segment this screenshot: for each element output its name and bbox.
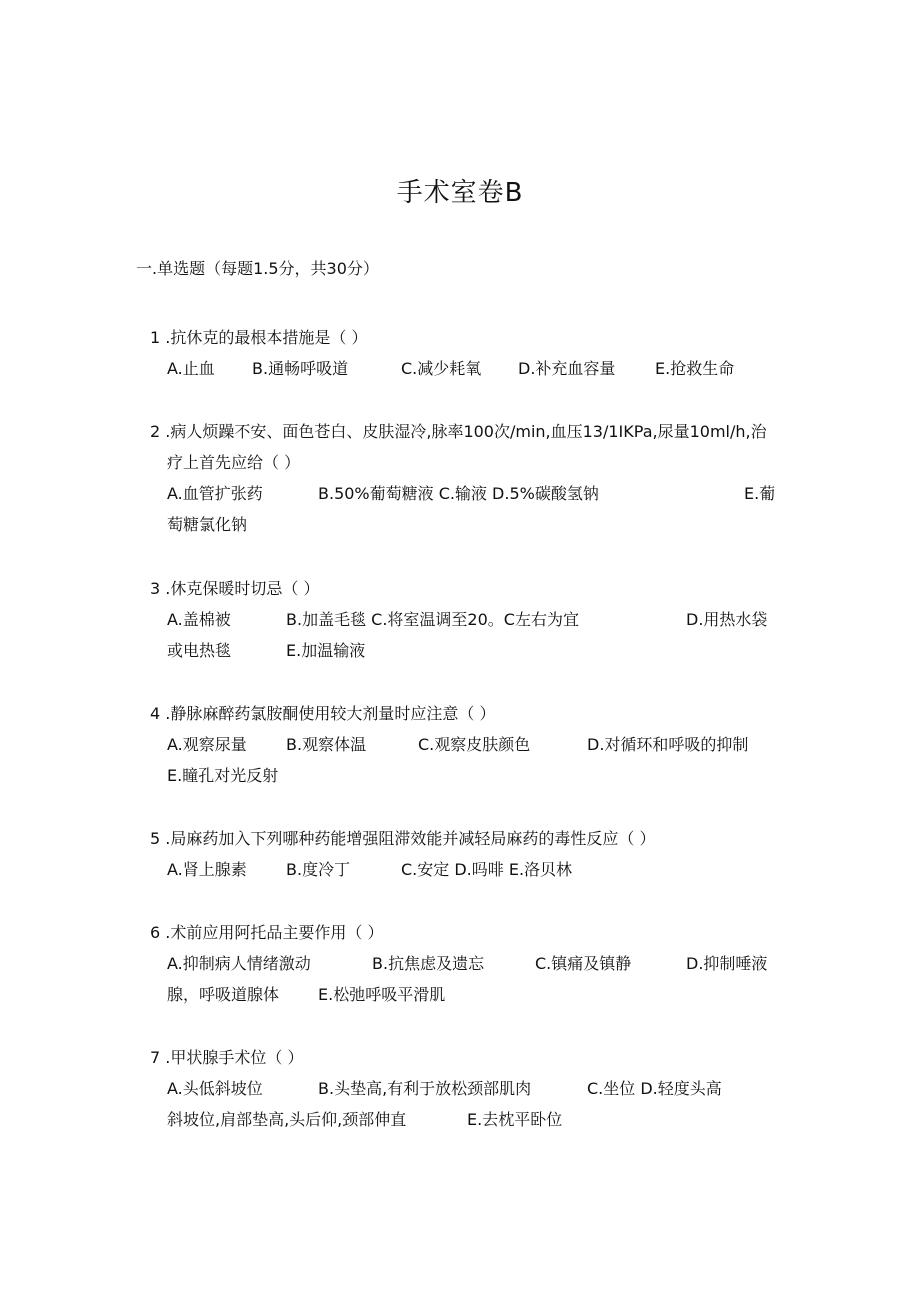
question-stem: 6 .术前应用阿托品主要作用（ ） <box>150 923 384 942</box>
options-line <box>150 948 800 979</box>
question-stem: 7 .甲状腺手术位（ ） <box>150 1048 304 1067</box>
option-a: A.观察尿量 <box>167 735 247 754</box>
option-d-tail: 或电热毯 <box>167 641 232 660</box>
options-line-continued <box>150 760 800 791</box>
options-b-c-d: B.50%葡萄糖液 C.输液 D.5%碳酸氢钠 <box>318 484 599 503</box>
options-line-continued <box>150 979 800 1010</box>
option-e: E.松弛呼吸平滑肌 <box>318 985 446 1004</box>
page-title: 手术室卷B <box>396 178 524 208</box>
option-b: B.通畅呼吸道 <box>252 359 349 378</box>
option-d: D.对循环和呼吸的抑制 <box>587 735 749 754</box>
question-stem-line <box>150 917 800 948</box>
option-e-tail: 萄糖氯化钠 <box>167 515 248 534</box>
question-6 <box>150 917 800 1010</box>
question-stem: 1 .抗休克的最根本措施是（ ） <box>150 328 368 347</box>
options-line <box>150 729 800 760</box>
option-e: E.抢救生命 <box>655 359 735 378</box>
option-d: D.补充血容量 <box>518 359 616 378</box>
option-b: B.抗焦虑及遗忘 <box>372 954 485 973</box>
option-c: C.镇痛及镇静 <box>535 954 632 973</box>
option-a: A.血管扩张药 <box>167 484 263 503</box>
option-d-tail: 斜坡位,肩部垫高,头后仰,颈部伸直 <box>167 1110 407 1129</box>
options-line <box>150 854 800 885</box>
option-e: E.葡 <box>744 484 776 503</box>
options-line-continued <box>150 635 800 666</box>
question-stem: 3 .休克保暖时切忌（ ） <box>150 579 320 598</box>
option-a: A.盖棉被 <box>167 610 231 629</box>
options-b-c: B.加盖毛毯 C.将室温调至20。C左右为宜 <box>286 610 579 629</box>
question-5 <box>150 823 800 885</box>
options-line <box>150 1073 800 1104</box>
option-e: E.瞳孔对光反射 <box>167 766 279 785</box>
option-c: C.减少耗氧 <box>401 359 482 378</box>
question-stem-line <box>150 573 800 604</box>
option-a: A.肾上腺素 <box>167 860 247 879</box>
question-2 <box>150 416 800 540</box>
option-a: A.止血 <box>167 359 215 378</box>
question-7 <box>150 1042 800 1135</box>
option-c: C.观察皮肤颜色 <box>418 735 531 754</box>
options-line <box>150 353 800 384</box>
option-e: E.去枕平卧位 <box>467 1110 563 1129</box>
question-stem-line <box>150 322 800 353</box>
options-line <box>150 604 800 635</box>
question-stem-continued <box>150 447 800 478</box>
option-a: A.头低斜坡位 <box>167 1079 263 1098</box>
question-stem: 4 .静脉麻醉药氯胺酮使用较大剂量时应注意（ ） <box>150 704 496 723</box>
option-d: D.抑制唾液 <box>686 954 768 973</box>
option-e: E.加温输液 <box>286 641 366 660</box>
question-stem-line <box>150 698 800 729</box>
question-stem-line <box>150 823 800 854</box>
question-stem: 2 .病人烦躁不安、面色苍白、皮肤湿冷,脉率100次/min,血压13/1IKPa,尿量10ml/h,治 <box>150 422 767 441</box>
options-line <box>150 478 800 509</box>
option-b: B.观察体温 <box>286 735 367 754</box>
option-a: A.抑制病人情绪激动 <box>167 954 311 973</box>
options-line-continued <box>150 509 800 540</box>
section-heading: 一.单选题（每题1.5分，共30分） <box>136 259 379 278</box>
option-d-tail: 腺，呼吸道腺体 <box>167 985 280 1004</box>
option-d: D.用热水袋 <box>686 610 768 629</box>
options-line-continued <box>150 1104 800 1135</box>
question-stem-line <box>150 416 800 447</box>
question-3 <box>150 573 800 666</box>
options-c-d-e: C.安定 D.吗啡 E.洛贝林 <box>401 860 573 879</box>
options-c-d: C.坐位 D.轻度头高 <box>587 1079 722 1098</box>
question-1 <box>150 322 800 384</box>
question-stem: 5 .局麻药加入下列哪种药能增强阻滞效能并减轻局麻药的毒性反应（ ） <box>150 829 656 848</box>
question-stem-line <box>150 1042 800 1073</box>
option-b: B.头垫高,有利于放松颈部肌肉 <box>318 1079 532 1098</box>
question-stem-tail: 疗上首先应给（ ） <box>167 453 301 472</box>
question-4 <box>150 698 800 791</box>
option-b: B.度冷丁 <box>286 860 351 879</box>
